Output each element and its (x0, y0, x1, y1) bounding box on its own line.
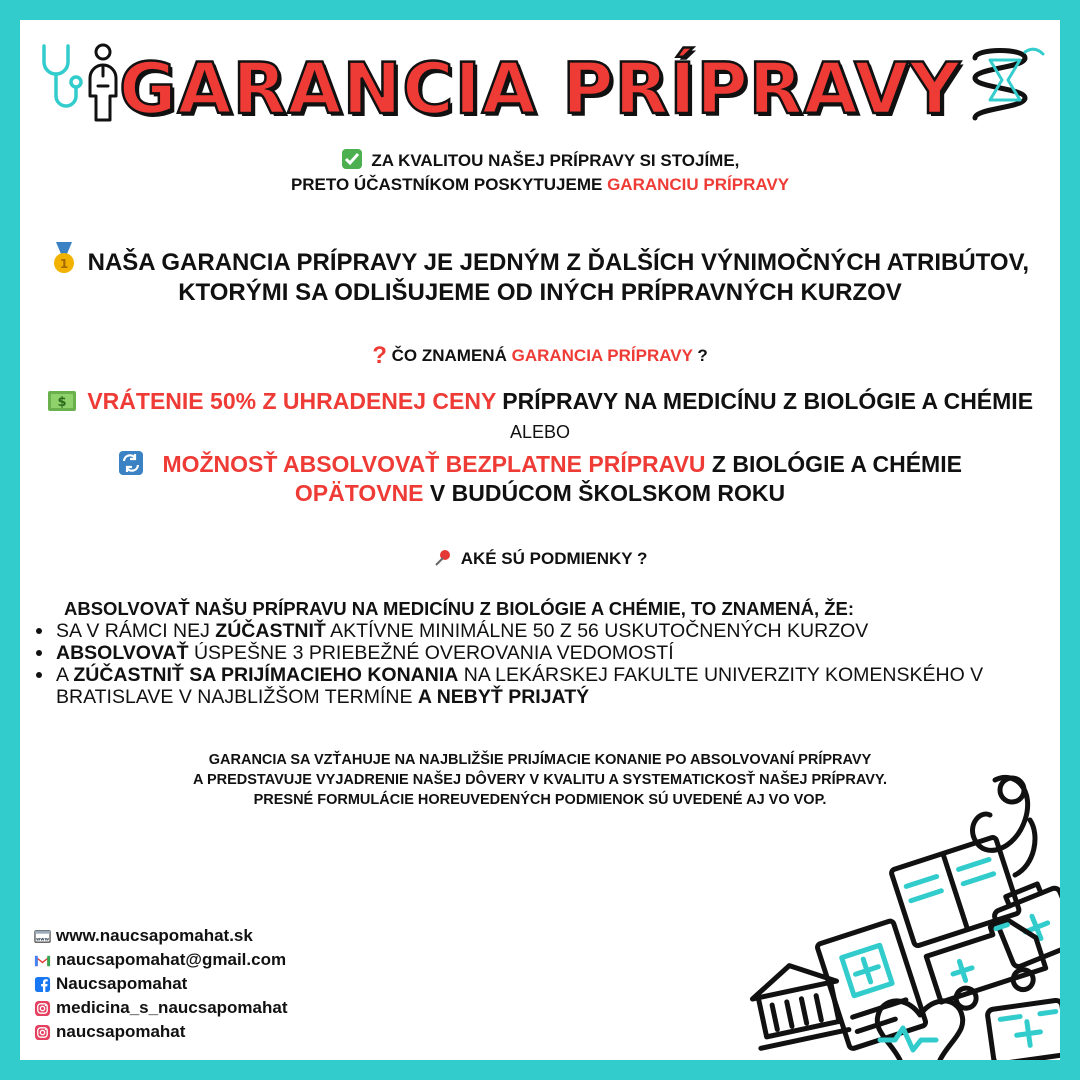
contacts (34, 924, 287, 1044)
email-contact[interactable] (34, 948, 287, 972)
medal-icon (51, 242, 77, 274)
conditions-heading (20, 548, 1060, 569)
option-2-rest-1: Z BIOLÓGIE A CHÉMIE (705, 451, 962, 477)
medical-doodles-illustration (740, 760, 1060, 1060)
instagram-contact-1[interactable] (34, 996, 287, 1020)
conditions-heading-text: AKÉ SÚ PODMIENKY ? (460, 549, 648, 568)
instagram-icon (34, 1000, 51, 1017)
facebook-link[interactable]: Naucsapomahat (56, 974, 188, 993)
condition-item: SA V RÁMCI NEJ ZÚČASTNIŤ AKTÍVNE MINIMÁLNE 50 Z 56 USKUTOČNENÝCH KURZOV (20, 620, 1020, 642)
first-aid-bag-icon (987, 1000, 1060, 1060)
attribute-line-2: KTORÝMI SA ODLIŠUJEME OD INÝCH PRÍPRAVNÝCH KURZOV (178, 279, 902, 306)
facebook-icon (34, 976, 51, 993)
option-2-highlight-1: MOŽNOSŤ ABSOLVOVAŤ BEZPLATNE PRÍPRAVU (162, 451, 706, 477)
question-mark-icon: ? (372, 342, 387, 369)
condition-item: ABSOLVOVAŤ ÚSPEŠNE 3 PRIEBEŽNÉ OVEROVANIA VEDOMOSTÍ (20, 642, 1020, 664)
attribute-line-1: NAŠA GARANCIA PRÍPRAVY JE JEDNÝM Z ĎALŠÍCH VÝNIMOČNÝCH ATRIBÚTOV, (87, 249, 1030, 276)
svg-text:www: www (35, 936, 50, 942)
website-contact[interactable] (34, 924, 287, 948)
condition-item: A ZÚČASTNIŤ SA PRIJÍMACIEHO KONANIA NA LEKÁRSKEJ FAKULTE UNIVERZITY KOMENSKÉHO V BRATISLAVE V NAJBLIŽŠOM TERMÍNE A NEBYŤ PRIJATÝ (20, 664, 1020, 708)
pushpin-icon (433, 548, 453, 568)
option-2-highlight-2: OPÄTOVNE (294, 480, 424, 506)
footer-note-line-3: PRESNÉ FORMULÁCIE HOREUVEDENÝCH PODMIENOK SÚ UVEDENÉ AJ VO VOP. (253, 792, 827, 808)
option-1-highlight: VRÁTENIE 50% Z UHRADENEJ CENY (87, 388, 496, 414)
instagram-icon (34, 1024, 51, 1041)
instagram-link-2[interactable]: naucsapomahat (56, 1022, 186, 1041)
money-icon (47, 389, 77, 413)
intro-line-2-highlight: GARANCIU PRÍPRAVY (607, 175, 790, 194)
option-2-rest-2: V BUDÚCOM ŠKOLSKOM ROKU (423, 480, 786, 506)
check-box-icon (341, 148, 363, 170)
conditions-list (20, 620, 1020, 708)
page-title: GARANCIA PRÍPRAVY (119, 48, 961, 130)
svg-text:$: $ (57, 395, 67, 410)
gmail-icon (34, 952, 51, 969)
instagram-link-1[interactable]: medicina_s_naucsapomahat (56, 998, 288, 1017)
question-highlight: GARANCIA PRÍPRAVY (511, 346, 693, 365)
footer-note-line-1: GARANCIA SA VZŤAHUJE NA NAJBLIŽŠIE PRIJÍMACIE KONANIE PO ABSOLVOVANÍ PRÍPRAVY (208, 752, 872, 768)
option-1 (20, 388, 1060, 415)
facebook-contact[interactable] (34, 972, 287, 996)
web-icon (34, 928, 51, 945)
email-link[interactable]: naucsapomahat@gmail.com (56, 950, 287, 969)
svg-text:1: 1 (59, 257, 69, 271)
repeat-icon (118, 450, 144, 476)
intro-line-1: ZA KVALITOU NAŠEJ PRÍPRAVY SI STOJÍME, (371, 151, 740, 170)
intro-line-2-prefix: PRETO ÚČASTNÍKOM POSKYTUJEME (290, 175, 608, 194)
website-link[interactable]: www.naucsapomahat.sk (56, 926, 253, 945)
question-suffix: ? (692, 346, 708, 365)
attribute-block (20, 242, 1060, 308)
poster (20, 20, 1060, 1060)
conditions-intro: ABSOLVOVAŤ NAŠU PRÍPRAVU NA MEDICÍNU Z BIOLÓGIE A CHÉMIE, TO ZNAMENÁ, ŽE: (64, 598, 855, 619)
hospital-building-icon (745, 956, 849, 1048)
intro-block (20, 148, 1060, 197)
question-heading (20, 342, 1060, 370)
option-1-rest: PRÍPRAVY NA MEDICÍNU Z BIOLÓGIE A CHÉMIE (495, 388, 1034, 414)
option-2 (20, 450, 1060, 508)
footer-note-line-2: A PREDSTAVUJE VYJADRENIE NAŠEJ DÔVERY V KVALITU A SYSTEMATICKOSŤ NAŠEJ PRÍPRAVY. (193, 772, 887, 788)
instagram-contact-2[interactable] (34, 1020, 287, 1044)
or-text: ALEBO (509, 422, 571, 442)
question-prefix: ČO ZNAMENÁ (391, 346, 512, 365)
